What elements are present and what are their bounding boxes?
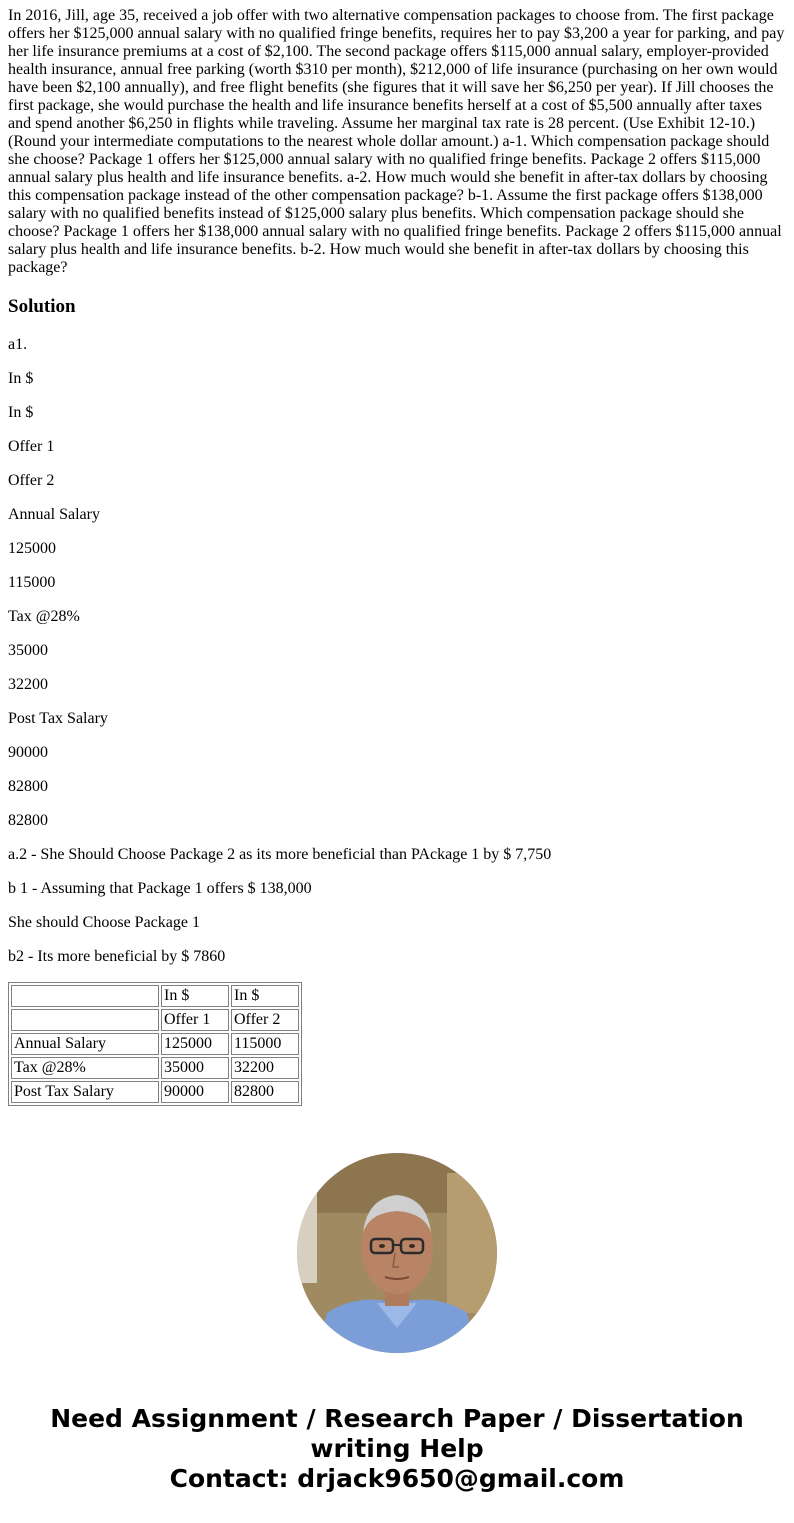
footer-banner bbox=[0, 1404, 794, 1494]
table-cell: 115000 bbox=[231, 1033, 299, 1055]
table-cell: Offer 1 bbox=[161, 1009, 229, 1031]
table-cell: Offer 2 bbox=[231, 1009, 299, 1031]
solution-line: In $ bbox=[8, 370, 34, 387]
table-cell: 35000 bbox=[161, 1057, 229, 1079]
table-cell: 125000 bbox=[161, 1033, 229, 1055]
solution-line: a1. bbox=[8, 336, 28, 353]
table-cell bbox=[11, 1009, 159, 1031]
table-row bbox=[11, 985, 299, 1007]
question-text: In 2016, Jill, age 35, received a job offer with two alternative compensation packages to choose from. The first package offers her $125,000 annual salary with no qualified fringe benefits, requires her to pay $3,200 a year for parking, and pay her life insurance premiums at a cost of $2,100. The second package offers $115,000 annual salary, employer-provided health insurance, annual free parking (worth $310 per month), $212,000 of life insurance (purchasing on her own would have been $2,100 annually), and free flight benefits (she figures that it will save her $6,250 per year). If Jill chooses the first package, she would purchase the health and life insurance benefits herself at a cost of $5,500 annually after taxes and spend another $6,250 in flights while traveling. Assume her marginal tax rate is 28 percent. (Use Exhibit 12-10.) (Round your intermediate computations to the nearest whole dollar amount.) a-1. Which compensation package should she choose? Package 1 offers her $125,000 annual salary with no qualified fringe benefits. Package 2 offers $115,000 annual salary plus health and life insurance benefits. a-2. How much would she benefit in after-tax dollars by choosing this compensation package instead of the other compensation package? b-1. Assume the first package offers $138,000 salary with no qualified benefits instead of $125,000 salary plus benefits. Which compensation package should she choose? Package 1 offers her $138,000 annual salary with no qualified fringe benefits. Package 2 offers $115,000 annual salary plus health and life insurance benefits. b-2. How much would she benefit in after-tax dollars by choosing this package? bbox=[8, 7, 785, 276]
solution-line: Tax @28% bbox=[8, 608, 80, 625]
table-row bbox=[11, 1081, 299, 1103]
table-row bbox=[11, 1009, 299, 1031]
table-cell: In $ bbox=[231, 985, 299, 1007]
solution-line: 115000 bbox=[8, 574, 56, 591]
table-cell: Annual Salary bbox=[11, 1033, 159, 1055]
solution-line: Annual Salary bbox=[8, 506, 100, 523]
table-row bbox=[11, 1057, 299, 1079]
footer-line: writing Help bbox=[310, 1434, 484, 1463]
author-avatar bbox=[297, 1153, 497, 1353]
solution-line: In $ bbox=[8, 404, 34, 421]
table-cell: In $ bbox=[161, 985, 229, 1007]
solution-line: b2 - Its more beneficial by $ 7860 bbox=[8, 948, 226, 965]
table-cell: 82800 bbox=[231, 1081, 299, 1103]
solution-line: 82800 bbox=[8, 812, 48, 829]
author-portrait-illustration bbox=[297, 1153, 497, 1353]
solution-line: Post Tax Salary bbox=[8, 710, 108, 727]
table-row bbox=[11, 1033, 299, 1055]
solution-line: 35000 bbox=[8, 642, 48, 659]
solution-line: 90000 bbox=[8, 744, 48, 761]
footer-contact: Contact: drjack9650@gmail.com bbox=[169, 1464, 625, 1493]
table-cell: Tax @28% bbox=[11, 1057, 159, 1079]
solution-line: Offer 1 bbox=[8, 438, 55, 455]
salary-table bbox=[8, 982, 302, 1106]
solution-line: Offer 2 bbox=[8, 472, 55, 489]
table-cell bbox=[11, 985, 159, 1007]
solution-line: 82800 bbox=[8, 778, 48, 795]
solution-body bbox=[8, 336, 786, 966]
solution-line: 32200 bbox=[8, 676, 48, 693]
table-cell: Post Tax Salary bbox=[11, 1081, 159, 1103]
solution-line: a.2 - She Should Choose Package 2 as its more beneficial than PAckage 1 by $ 7,750 bbox=[8, 846, 552, 863]
solution-line: b 1 - Assuming that Package 1 offers $ 138,000 bbox=[8, 880, 312, 897]
solution-heading: Solution bbox=[8, 296, 76, 317]
table-cell: 90000 bbox=[161, 1081, 229, 1103]
footer-line: Need Assignment / Research Paper / Dissertation bbox=[50, 1404, 744, 1433]
table-cell: 32200 bbox=[231, 1057, 299, 1079]
solution-line: 125000 bbox=[8, 540, 56, 557]
solution-line: She should Choose Package 1 bbox=[8, 914, 200, 931]
